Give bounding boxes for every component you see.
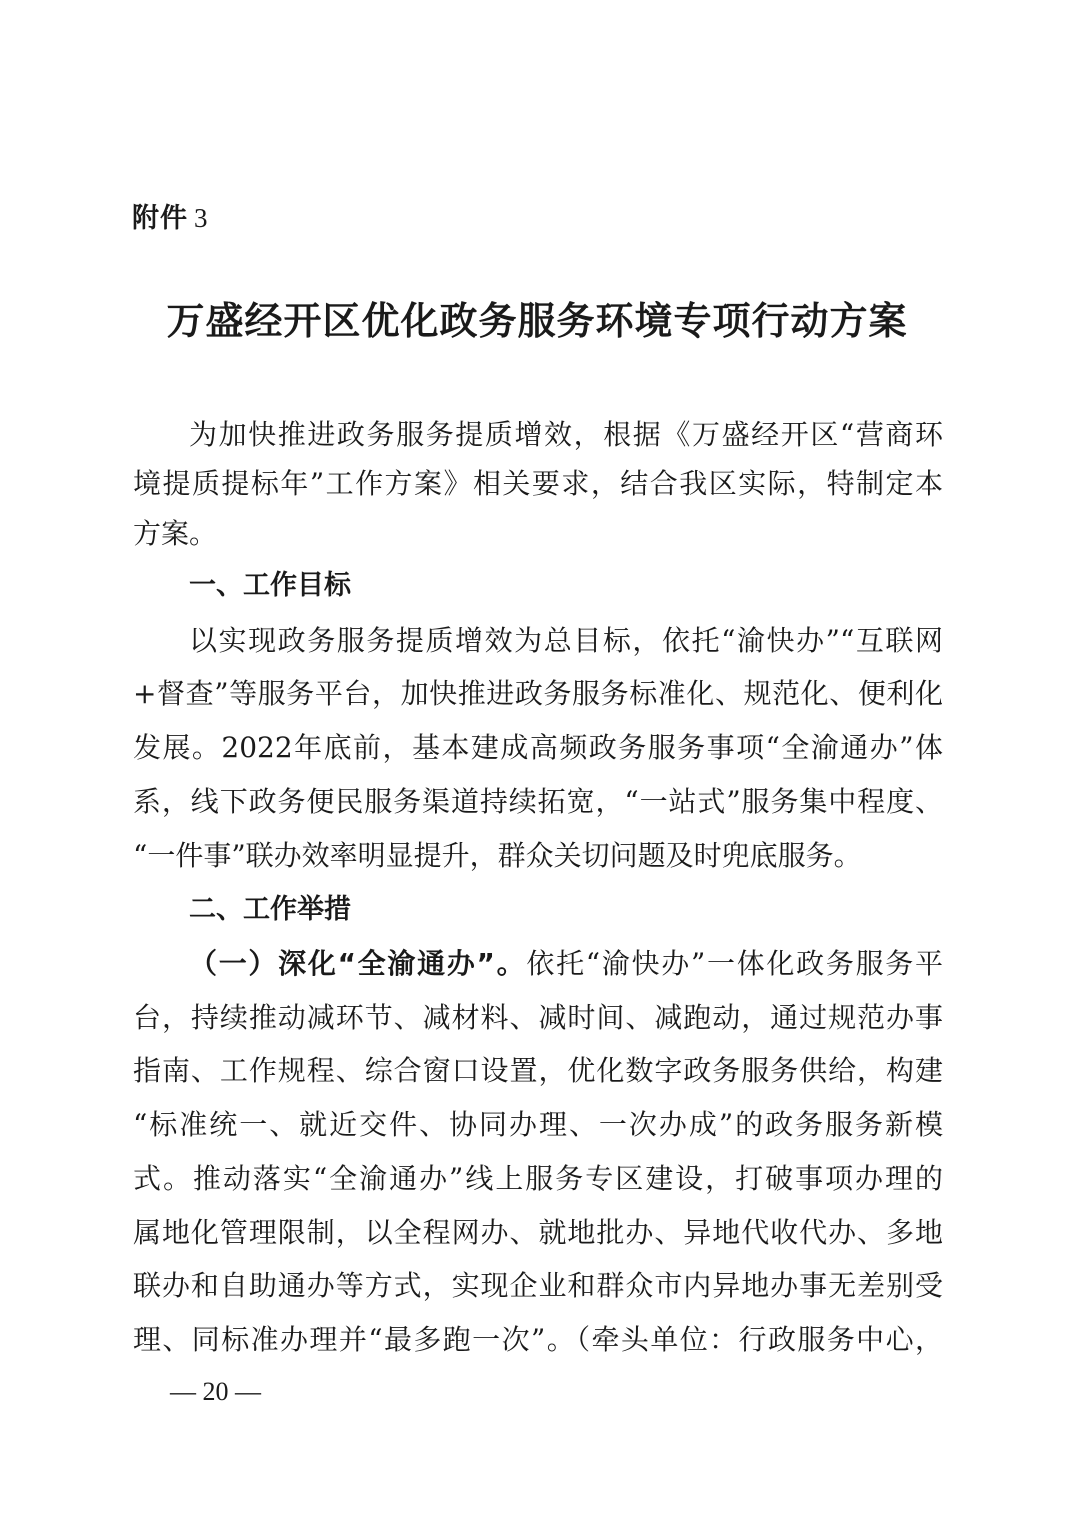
goals-line-4: 系，线下政务便民服务渠道持续拓宽，“一站式”服务集中程度、 [133,785,943,818]
intro-line-2: 境提质提标年”工作方案》相关要求，结合我区实际，特制定本 [133,467,943,500]
measures-line-7: 联办和自助通办等方式，实现企业和群众市内异地办事无差别受 [133,1269,943,1302]
goals-line-1: 以实现政务服务提质增效为总目标，依托“渝快办”“互联网 [189,624,943,657]
attachment-label-text: 附件 [132,203,188,234]
measures-line-1 [189,944,943,984]
section-heading-goals: 一、工作目标 [189,570,351,601]
measures-line-8: 理、同标准办理并“最多跑一次”。（牵头单位：行政服务中心， [133,1323,943,1356]
measures-line-4: “标准统一、就近交件、协同办理、一次办成”的政务服务新模 [133,1108,943,1141]
measures-line-5: 式。推动落实“全渝通办”线上服务专区建设，打破事项办理的 [133,1162,943,1195]
measures-line-2: 台，持续推动减环节、减材料、减时间、减跑动，通过规范办事 [133,1001,943,1034]
goals-line-2: +督查”等服务平台，加快推进政务服务标准化、规范化、便利化 [133,677,943,710]
measures-line-3: 指南、工作规程、综合窗口设置，优化数字政务服务供给，构建 [133,1054,943,1087]
measure-item-1-heading: （一）深化“全渝通办”。 [189,947,527,980]
measure-item-1-text: 依托“渝快办”一体化政务服务平 [526,947,943,980]
intro-line-3: 方案。 [133,517,218,550]
intro-line-1: 为加快推进政务服务提质增效，根据《万盛经开区“营商环 [189,418,943,451]
document-title: 万盛经开区优化政务服务环境专项行动方案 [166,298,908,343]
goals-line-5: “一件事”联办效率明显提升，群众关切问题及时兜底服务。 [133,839,862,872]
attachment-number: 3 [194,203,209,233]
measures-line-6: 属地化管理限制，以全程网办、就地批办、异地代收代办、多地 [133,1216,943,1249]
page-number: — 20 — [170,1377,261,1406]
attachment-label [132,196,209,235]
section-heading-measures: 二、工作举措 [189,894,351,925]
goals-line-3: 发展。2022年底前，基本建成高频政务服务事项“全渝通办”体 [133,731,943,764]
